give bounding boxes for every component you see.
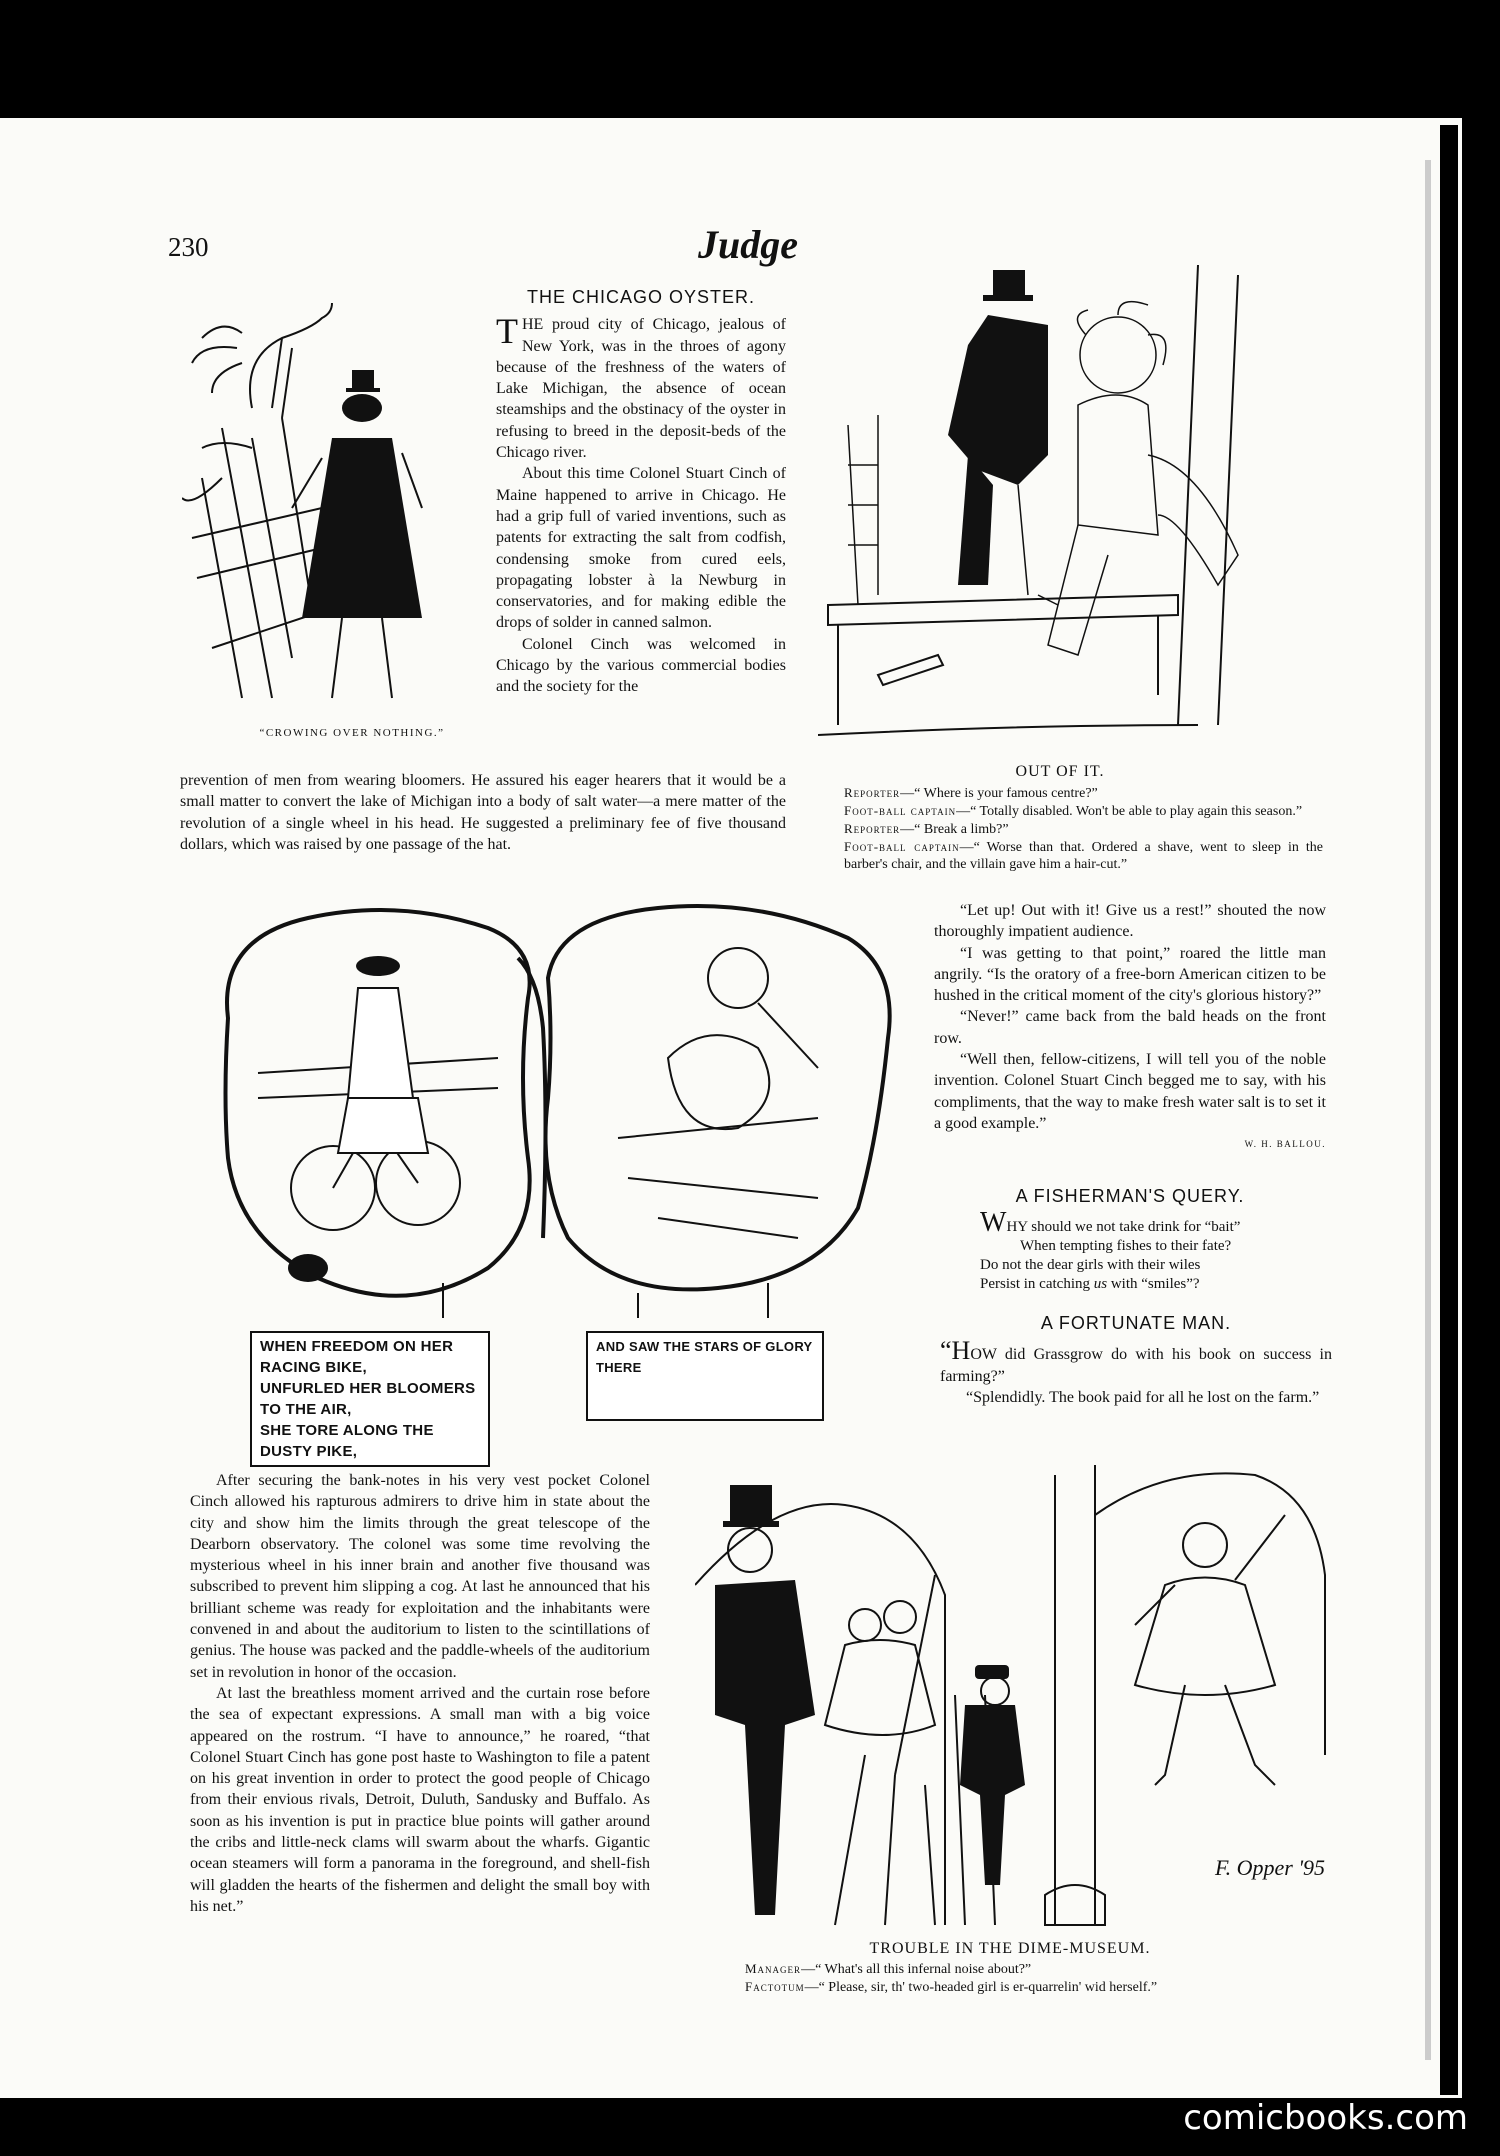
dime-museum-illustration	[695, 1455, 1335, 1930]
crowing-caption: “CROWING OVER NOTHING.”	[259, 727, 445, 739]
fortunate-man	[940, 1313, 1332, 1408]
bloomers-right-caption: AND SAW THE STARS OF GLORY THERE	[596, 1339, 813, 1375]
fortunate-line-2: “Splendidly. The book paid for all he lost on the farm.”	[966, 1388, 1320, 1406]
poem-line-3: Do not the dear girls with their wiles	[980, 1257, 1201, 1273]
page-number: 230	[168, 232, 209, 262]
out-of-it-title: OUT OF IT.	[1015, 763, 1105, 780]
dime-line-1: —“ What's all this infernal noise about?”	[801, 1962, 1032, 1977]
speaker-captain-1: Foot-ball captain	[844, 803, 957, 818]
bloomers-caption-line-2: UNFURLED HER BLOOMERS TO THE AIR,	[260, 1380, 476, 1418]
speaker-reporter-2: Reporter	[844, 821, 901, 836]
out-of-it-illustration	[818, 255, 1318, 745]
chicago-oyster-wide-paragraph	[180, 770, 786, 855]
poem-line-1: HY should we not take drink for “bait”	[1006, 1219, 1241, 1235]
oyster-p1-text: HE proud city of Chicago, jealous of New York, was in the throes of agony because of the freshness of the waters of Lake Michigan, the absence of ocean steamships and the obstinacy of the oyster in refusing to breed in the deposit-beds of the Chicago river.	[496, 316, 786, 462]
fortunate-line-1: “HOW did Grassgrow do with his book on success in farming?”	[940, 1336, 1332, 1385]
bloomers-right-caption-box	[586, 1331, 824, 1421]
dime-museum-title: TROUBLE IN THE DIME-MUSEUM.	[869, 1940, 1151, 1957]
bloomers-caption-line-1: WHEN FREEDOM ON HER RACING BIKE,	[260, 1338, 454, 1376]
oyster-byline: W. H. BALLOU.	[1244, 1139, 1326, 1150]
fortunate-man-title: A FORTUNATE MAN.	[1040, 1313, 1232, 1333]
chicago-oyster-title: THE CHICAGO OYSTER.	[526, 287, 756, 307]
fishermans-query-poem	[980, 1207, 1280, 1294]
speaker-factotum: Factotum	[745, 1979, 805, 1994]
dime-museum-dialogue	[745, 1960, 1345, 1996]
out-of-it-line-2: —“ Totally disabled. Won't be able to play again this season.”	[956, 804, 1303, 819]
speaker-captain-2: Foot-ball captain	[844, 839, 960, 854]
out-of-it-line-3: —“ Break a limb?”	[900, 822, 1009, 837]
fishermans-query	[980, 1186, 1280, 1294]
crowing-illustration	[182, 278, 472, 703]
page-spine-shadow	[1425, 160, 1431, 2060]
dime-line-2: —“ Please, sir, th' two-headed girl is er-quarrelin' wid herself.”	[804, 1980, 1158, 1995]
speaker-manager: Manager	[745, 1961, 802, 1976]
oyster-paragraph-2: About this time Colonel Stuart Cinch of Maine happened to arrive in Chicago. He had a grip full of varied inventions, such as patents for extracting the salt from codfish, condensing smoke from cured eels, propagating lobster à la Newburg in conservatories, and for making edible the drops of solder in canned salmon.	[496, 465, 786, 632]
bloomers-illustration	[198, 898, 918, 1328]
oyster-paragraph-5: At last the breathless moment arrived and the curtain rose before the sea of expectant expressions. A small man with a big voice appeared on the rostrum. “I have to announce,” he roared, “that Colonel Stuart Cinch has gone post haste to Washington to file a patent on his great invention in order to protect the good people of Chicago from their envious rivals, Detroit, Duluth, Sandusky and Buffalo. As soon as his invention is put in practice blue points will gather around the cribs and little-neck clams will swarm about the wharfs. Gigantic ocean steamers will form a panorama in the foreground, and shell-fish will gladden the hearts of the fishermen and delight the small boy with his net.”	[190, 1684, 650, 1915]
out-of-it-line-1: —“ Where is your famous centre?”	[900, 786, 1098, 801]
oyster-paragraph-1	[496, 311, 786, 463]
drop-cap-w: W	[980, 1207, 1007, 1238]
oyster-paragraph-7: “I was getting to that point,” roared the little man angrily. “Is the oratory of a free-born American citizen to be hushed in the critical moment of the city's glorious history?”	[934, 944, 1326, 1005]
speaker-reporter-1: Reporter	[844, 785, 901, 800]
oyster-paragraph-4: After securing the bank-notes in his very vest pocket Colonel Cinch allowed his rapturous admirers to drive him in state about the city and show him the limits through the great telescope of the Dearborn observatory. The colonel was some time revolving the mysterious wheel in his inner brain and another five thousand was subscribed to prevent him slipping a cog. At last he announced that his brilliant scheme was ready for exploitation and the inhabitants were convened in and about the auditorium to listen to the scintillations of genius. The house was packed and the paddle-wheels of the auditorium set in revolution in honor of the occasion.	[190, 1472, 650, 1681]
drop-cap-h: “H	[940, 1336, 971, 1366]
out-of-it-dialogue	[808, 784, 1323, 873]
chicago-oyster-column-1	[496, 287, 786, 698]
out-of-it-line-4: —“ Worse than that. Ordered a shave, went to sleep in the barber's chair, and the villain gave him a hair-cut.”	[844, 840, 1323, 872]
judge-masthead-logo	[678, 222, 818, 272]
bloomers-caption-line-3: SHE TORE ALONG THE DUSTY PIKE,	[260, 1422, 434, 1460]
chicago-oyster-column-right	[934, 900, 1326, 1156]
oyster-paragraph-3a: Colonel Cinch was welcomed in Chicago by the various commercial bodies and the society for the	[496, 635, 786, 696]
chicago-oyster-column-bottom	[190, 1470, 650, 1917]
oyster-paragraph-9: “Well then, fellow-citizens, I will tell you of the noble invention. Colonel Stuart Cinch begged me to say, with his compliments, that the way to make fresh water salt is to set it a good example.”	[934, 1051, 1326, 1132]
page-edge	[1440, 125, 1458, 2095]
poem-line-4: Persist in catching us with “smiles”?	[980, 1276, 1200, 1292]
oyster-paragraph-8: “Never!” came back from the bald heads on the front row.	[934, 1008, 1326, 1047]
source-watermark: comicbooks.com	[1183, 2098, 1468, 2138]
oyster-paragraph-3b: prevention of men from wearing bloomers. He assured his eager hearers that it would be a small matter to convert the lake of Michigan into a body of salt water—a mere matter of the revolution of a single wheel in his head. He suggested a preliminary fee of five thousand dollars, which was raised by one passage of the hat.	[180, 772, 786, 853]
fishermans-query-title: A FISHERMAN'S QUERY.	[1015, 1186, 1245, 1206]
svg-text:Judge: Judge	[698, 222, 798, 267]
poem-line-2: When tempting fishes to their fate?	[1020, 1238, 1232, 1254]
artist-signature: F. Opper '95	[1215, 1855, 1326, 1880]
drop-cap-t: T	[496, 311, 518, 352]
bloomers-left-caption-box	[250, 1331, 490, 1467]
oyster-paragraph-6: “Let up! Out with it! Give us a rest!” shouted the now thoroughly impatient audience.	[934, 902, 1326, 941]
